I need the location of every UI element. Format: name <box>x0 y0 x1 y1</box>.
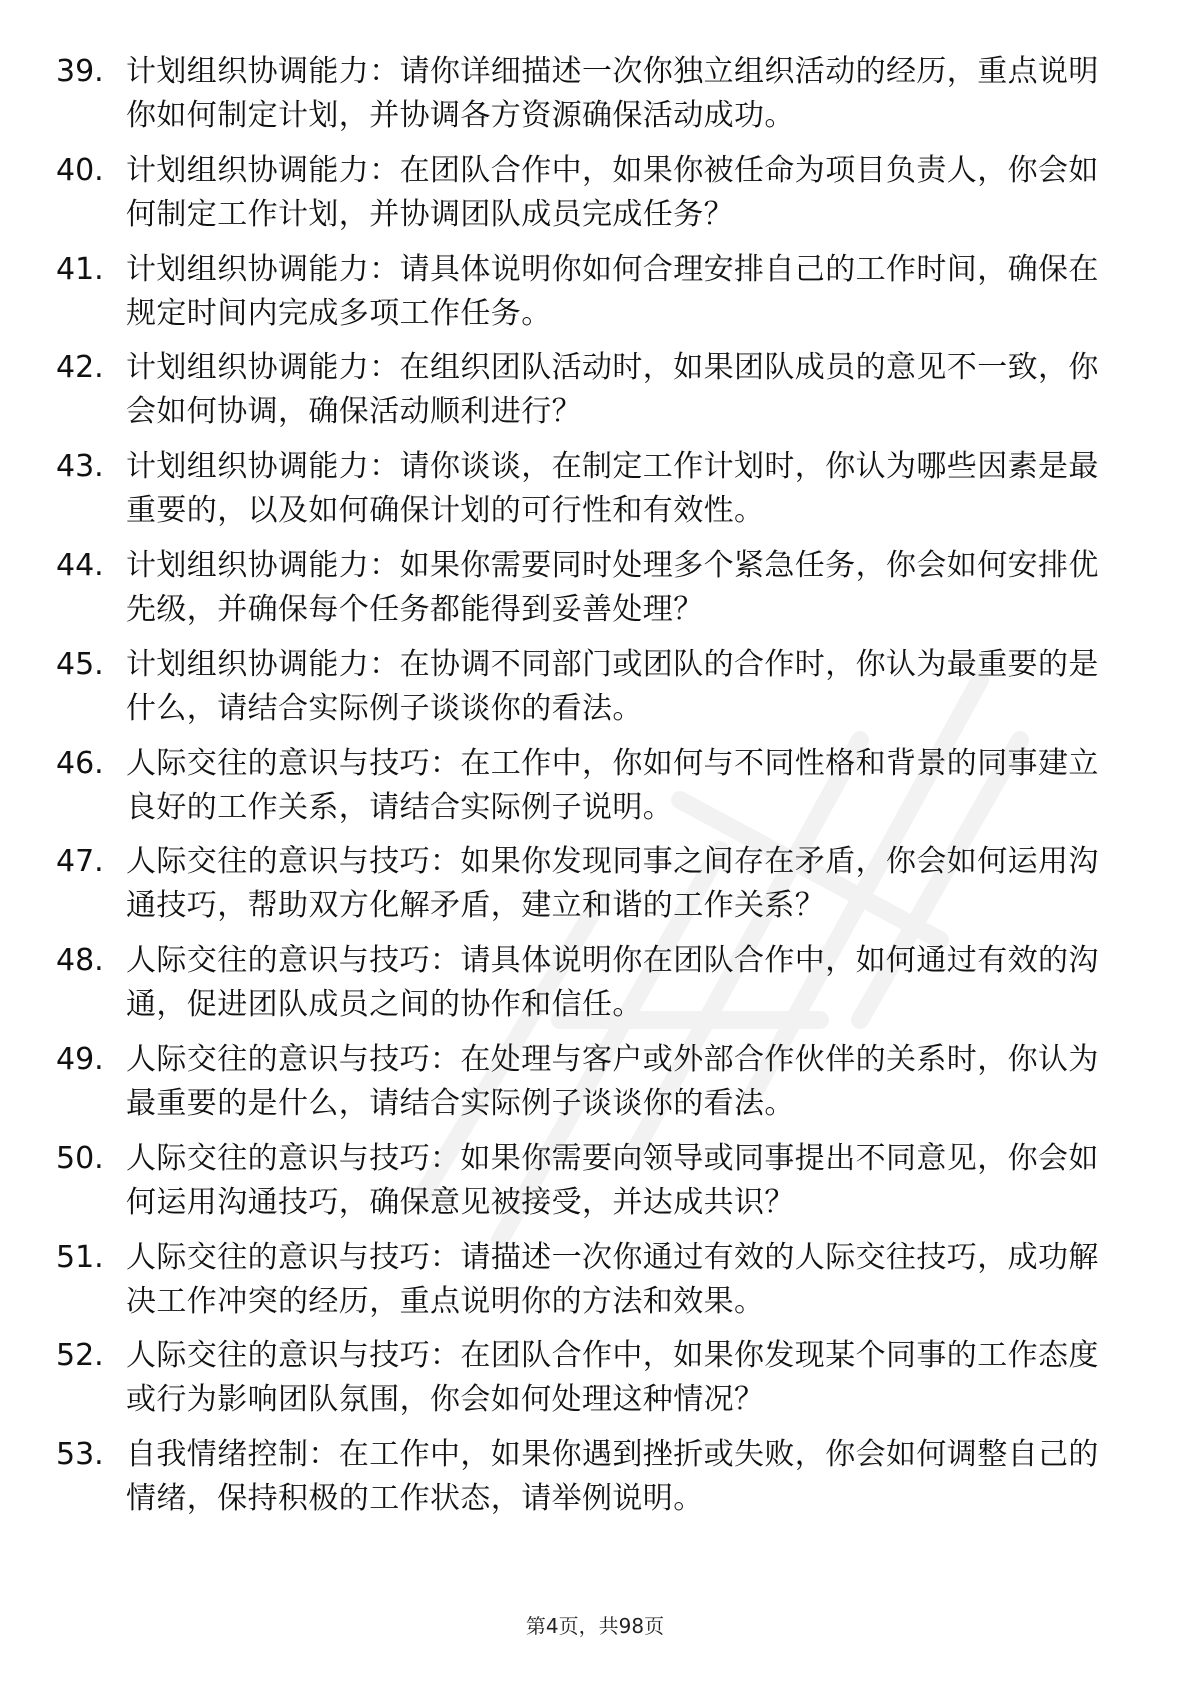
question-number: 44. <box>56 547 104 583</box>
question-item <box>56 445 1116 533</box>
question-item <box>56 248 1116 336</box>
question-item <box>56 1038 1116 1126</box>
question-text: 人际交往的意识与技巧：请描述一次你通过有效的人际交往技巧，成功解决工作冲突的经历，重点说明你的方法和效果。 <box>126 1239 1099 1319</box>
question-list <box>56 50 1116 1532</box>
question-number: 42. <box>56 350 104 386</box>
question-item <box>56 939 1116 1027</box>
question-text: 计划组织协调能力：请具体说明你如何合理安排自己的工作时间，确保在规定时间内完成多项工作任务。 <box>126 251 1099 331</box>
question-text: 人际交往的意识与技巧：在处理与客户或外部合作伙伴的关系时，你认为最重要的是什么，请结合实际例子谈谈你的看法。 <box>126 1041 1099 1121</box>
question-text: 自我情绪控制：在工作中，如果你遇到挫折或失败，你会如何调整自己的情绪，保持积极的工作状态，请举例说明。 <box>126 1437 1099 1517</box>
question-text: 人际交往的意识与技巧：请具体说明你在团队合作中，如何通过有效的沟通，促进团队成员之间的协作和信任。 <box>126 943 1099 1023</box>
page-footer: 第4页，共98页 <box>525 1614 665 1638</box>
question-number: 46. <box>56 745 104 781</box>
question-number: 49. <box>56 1041 104 1077</box>
question-item <box>56 1334 1116 1422</box>
question-number: 50. <box>56 1140 104 1176</box>
question-text: 人际交往的意识与技巧：在团队合作中，如果你发现某个同事的工作态度或行为影响团队氛围，你会如何处理这种情况？ <box>126 1338 1099 1418</box>
question-text: 人际交往的意识与技巧：如果你需要向领导或同事提出不同意见，你会如何运用沟通技巧，确保意见被接受，并达成共识？ <box>126 1140 1099 1220</box>
question-text: 人际交往的意识与技巧：如果你发现同事之间存在矛盾，你会如何运用沟通技巧，帮助双方化解矛盾，建立和谐的工作关系？ <box>126 844 1099 924</box>
question-number: 45. <box>56 646 104 682</box>
question-item <box>56 149 1116 237</box>
question-text: 计划组织协调能力：请你详细描述一次你独立组织活动的经历，重点说明你如何制定计划，并协调各方资源确保活动成功。 <box>126 54 1099 133</box>
question-item <box>56 1236 1116 1324</box>
question-item <box>56 1137 1116 1225</box>
question-number: 52. <box>56 1338 104 1374</box>
question-number: 51. <box>56 1239 104 1275</box>
question-item <box>56 742 1116 830</box>
question-text: 计划组织协调能力：在组织团队活动时，如果团队成员的意见不一致，你会如何协调，确保活动顺利进行？ <box>126 350 1099 430</box>
question-text: 计划组织协调能力：在协调不同部门或团队的合作时，你认为最重要的是什么，请结合实际例子谈谈你的看法。 <box>126 646 1099 726</box>
question-item <box>56 50 1116 138</box>
question-number: 48. <box>56 943 104 979</box>
question-number: 41. <box>56 251 104 287</box>
question-item <box>56 544 1116 632</box>
question-text: 计划组织协调能力：如果你需要同时处理多个紧急任务，你会如何安排优先级，并确保每个任务都能得到妥善处理？ <box>126 547 1099 627</box>
question-item <box>56 643 1116 731</box>
question-number: 39. <box>56 54 104 89</box>
question-item <box>56 1433 1116 1521</box>
question-number: 47. <box>56 844 104 880</box>
question-number: 40. <box>56 152 104 188</box>
question-item <box>56 346 1116 434</box>
question-text: 计划组织协调能力：在团队合作中，如果你被任命为项目负责人，你会如何制定工作计划，并协调团队成员完成任务？ <box>126 152 1099 232</box>
question-text: 人际交往的意识与技巧：在工作中，你如何与不同性格和背景的同事建立良好的工作关系，请结合实际例子说明。 <box>126 745 1099 825</box>
question-number: 43. <box>56 449 104 485</box>
question-number: 53. <box>56 1437 104 1473</box>
question-text: 计划组织协调能力：请你谈谈，在制定工作计划时，你认为哪些因素是最重要的，以及如何确保计划的可行性和有效性。 <box>126 449 1099 529</box>
question-item <box>56 840 1116 928</box>
